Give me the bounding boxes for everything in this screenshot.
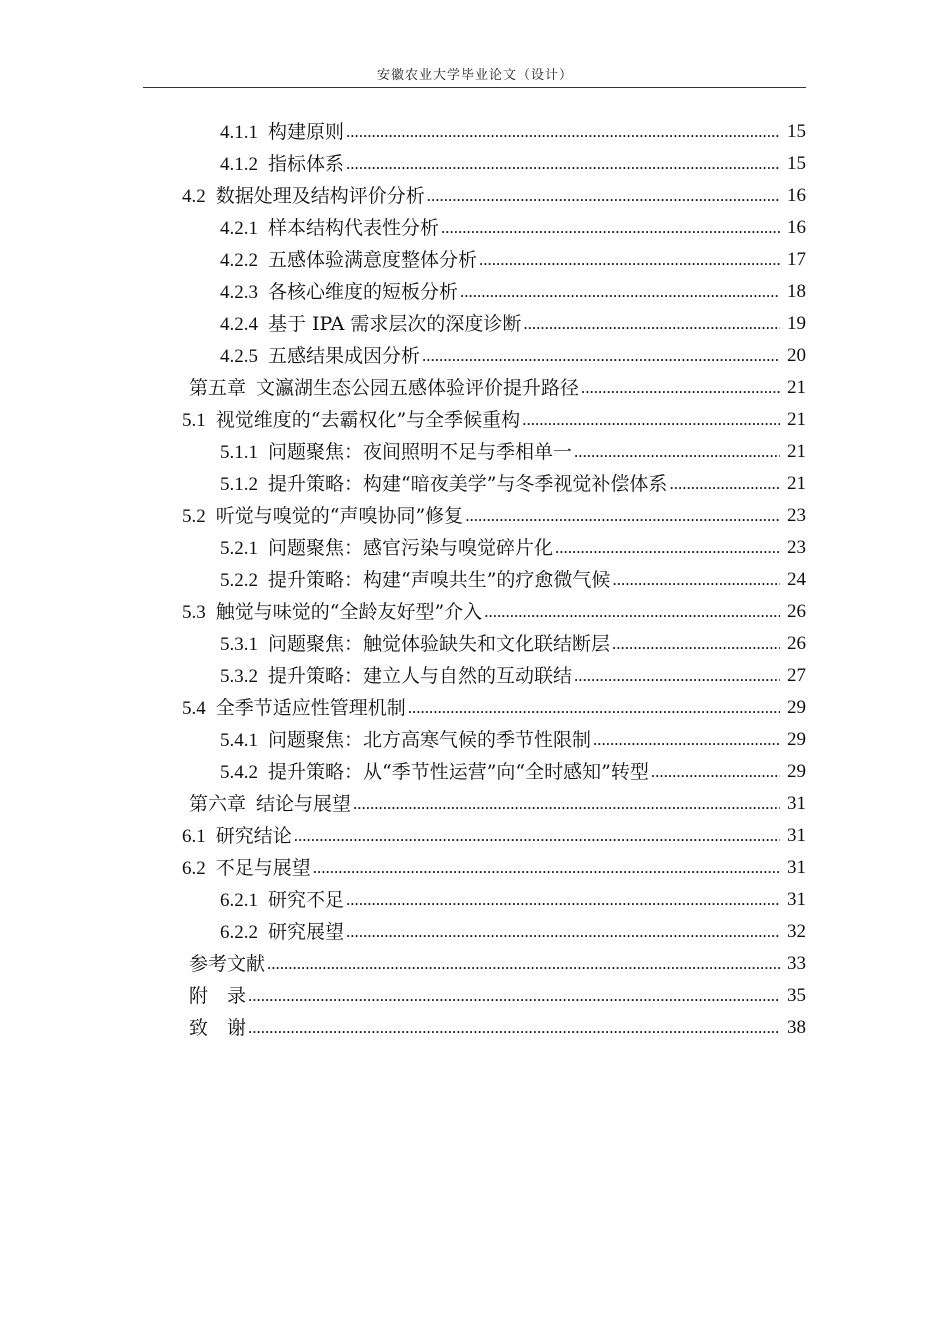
toc-entry-text (182, 404, 522, 437)
toc-entry[interactable] (220, 436, 806, 468)
toc-entry-title: 研究不足 (268, 888, 345, 911)
toc-entry[interactable] (220, 308, 806, 340)
toc-entry-number: 6.2.1 (220, 889, 258, 911)
toc-entry-page: 21 (787, 377, 806, 398)
toc-entry-number: 4.2.4 (220, 313, 258, 335)
toc-entry-page: 16 (787, 185, 806, 206)
toc-entry-page: 23 (787, 505, 806, 526)
toc-entry-title: 样本结构代表性分析 (268, 216, 440, 239)
toc-entry-text (220, 660, 574, 693)
toc-dot-leader (353, 788, 780, 820)
toc-entry-page: 15 (787, 121, 806, 142)
toc-entry[interactable] (182, 500, 806, 532)
toc-entry-page: 38 (787, 1017, 806, 1038)
toc-entry-page: 31 (787, 793, 806, 814)
toc-entry[interactable] (220, 244, 806, 276)
toc-entry-page: 15 (787, 153, 806, 174)
toc-entry-number: 第六章 (189, 793, 247, 815)
toc-entry-title: 五感体验满意度整体分析 (268, 248, 478, 271)
toc-entry-text (182, 692, 408, 725)
toc-dot-leader (441, 212, 780, 244)
toc-entry-text (220, 308, 523, 341)
toc-entry-text (182, 820, 294, 853)
toc-entry-page: 21 (787, 409, 806, 430)
toc-entry-title: 视觉维度的“去霸权化”与全季候重构 (215, 408, 521, 431)
toc-entry-page: 31 (787, 825, 806, 846)
toc-entry-page: 29 (787, 761, 806, 782)
toc-dot-leader (593, 724, 780, 756)
toc-entry-title: 研究展望 (268, 920, 345, 943)
toc-entry-page: 26 (787, 633, 806, 654)
toc-entry-page: 33 (787, 953, 806, 974)
toc-entry-text (220, 148, 346, 181)
toc-entry-page: 21 (787, 441, 806, 462)
toc-entry[interactable] (189, 980, 806, 1012)
toc-dot-leader (581, 372, 780, 404)
toc-entry-title: 问题聚焦：感官污染与嗅觉碎片化 (268, 536, 554, 559)
toc-dot-leader (346, 148, 780, 180)
toc-entry-title: 致 谢 (189, 1017, 247, 1039)
toc-entry-text (220, 884, 346, 917)
toc-entry[interactable] (182, 852, 806, 884)
toc-entry[interactable] (220, 340, 806, 372)
toc-entry-text (220, 436, 574, 469)
toc-entry-text (220, 756, 651, 789)
toc-entry-number: 4.2.3 (220, 281, 258, 303)
toc-dot-leader (651, 756, 780, 788)
toc-entry-title: 提升策略：建立人与自然的互动联结 (268, 664, 573, 687)
toc-entry-page: 31 (787, 889, 806, 910)
toc-entry-number: 5.2.2 (220, 569, 258, 591)
toc-entry-number: 4.2.5 (220, 345, 258, 367)
toc-entry-title: 数据处理及结构评价分析 (215, 184, 425, 207)
toc-entry-title: 提升策略：构建“暗夜美学”与冬季视觉补偿体系 (268, 472, 668, 495)
toc-entry-text (220, 468, 669, 501)
toc-entry[interactable] (220, 884, 806, 916)
toc-entry-page: 26 (787, 601, 806, 622)
toc-entry-number: 4.1.2 (220, 153, 258, 175)
toc-entry-number: 6.2.2 (220, 921, 258, 943)
toc-entry-number: 5.3 (182, 601, 206, 623)
toc-entry-text (220, 532, 555, 565)
toc-entry-title: 各核心维度的短板分析 (268, 280, 459, 303)
toc-entry[interactable] (220, 628, 806, 660)
toc-entry-text (220, 244, 479, 277)
toc-dot-leader (313, 852, 780, 884)
toc-entry[interactable] (220, 276, 806, 308)
toc-entry-number: 5.2.1 (220, 537, 258, 559)
toc-entry[interactable] (220, 468, 806, 500)
toc-entry[interactable] (182, 820, 806, 852)
toc-entry-number: 5.4.1 (220, 729, 258, 751)
toc-entry-page: 17 (787, 249, 806, 270)
page-header: 安徽农业大学毕业论文（设计） (376, 68, 573, 83)
toc-entry-title: 五感结果成因分析 (268, 344, 421, 367)
toc-entry-text (182, 852, 313, 885)
toc-dot-leader (267, 948, 780, 980)
toc-entry-text (189, 788, 353, 821)
toc-entry-title: 问题聚焦：北方高寒气候的季节性限制 (268, 728, 592, 751)
toc-entry-number: 5.1 (182, 409, 206, 431)
toc-entry-title: 附 录 (189, 985, 247, 1007)
toc-entry-text (220, 276, 460, 309)
toc-entry[interactable] (220, 116, 806, 148)
toc-entry-title: 问题聚焦：触觉体验缺失和文化联结断层 (268, 632, 611, 655)
toc-entry[interactable] (220, 916, 806, 948)
toc-entry-title: 全季节适应性管理机制 (215, 696, 406, 719)
toc-entry-number: 6.1 (182, 825, 206, 847)
toc-dot-leader (612, 628, 780, 660)
toc-entry[interactable] (182, 180, 806, 212)
toc-dot-leader (522, 404, 780, 436)
toc-entry-text (220, 116, 346, 149)
toc-entry-number: 4.2.2 (220, 249, 258, 271)
toc-entry-title: 指标体系 (268, 152, 345, 175)
toc-entry-title: 提升策略：从“季节性运营”向“全时感知”转型 (268, 760, 649, 783)
toc-entry-page: 29 (787, 697, 806, 718)
toc-entry[interactable] (182, 404, 806, 436)
toc-entry-title: 问题聚焦：夜间照明不足与季相单一 (268, 440, 573, 463)
toc-entry-page: 35 (787, 985, 806, 1006)
header-divider (143, 87, 806, 88)
toc-entry-page: 24 (787, 569, 806, 590)
toc-entry[interactable] (220, 756, 806, 788)
toc-entry-title: 构建原则 (268, 120, 345, 143)
toc-dot-leader (422, 340, 780, 372)
toc-dot-leader (555, 532, 780, 564)
toc-entry-text (220, 340, 422, 373)
toc-entry[interactable] (220, 148, 806, 180)
toc-entry-number: 5.2 (182, 505, 206, 527)
toc-dot-leader (408, 692, 780, 724)
toc-entry-page: 27 (787, 665, 806, 686)
toc-entry-text (189, 1012, 248, 1044)
toc-entry-text (189, 372, 581, 405)
toc-entry-page: 16 (787, 217, 806, 238)
toc-entry-title: 基于 IPA 需求层次的深度诊断 (268, 312, 522, 335)
toc-dot-leader (248, 980, 780, 1012)
toc-entry-page: 18 (787, 281, 806, 302)
toc-entry[interactable] (220, 212, 806, 244)
toc-dot-leader (346, 884, 780, 916)
toc-dot-leader (465, 500, 780, 532)
toc-entry-title: 研究结论 (215, 824, 292, 847)
toc-entry-number: 4.2.1 (220, 217, 258, 239)
toc-dot-leader (346, 116, 780, 148)
toc-entry[interactable] (220, 724, 806, 756)
toc-dot-leader (460, 276, 780, 308)
toc-dot-leader (523, 308, 780, 340)
toc-entry-number: 5.3.1 (220, 633, 258, 655)
toc-entry[interactable] (189, 372, 806, 404)
toc-entry-number: 第五章 (189, 377, 247, 399)
toc-entry-page: 23 (787, 537, 806, 558)
toc-dot-leader (612, 564, 780, 596)
toc-entry-number: 5.1.1 (220, 441, 258, 463)
toc-entry[interactable] (182, 596, 806, 628)
toc-dot-leader (294, 820, 780, 852)
toc-entry-title: 触觉与味觉的“全龄友好型”介入 (215, 600, 483, 623)
toc-entry-text (220, 564, 612, 597)
toc-entry-title: 结论与展望 (256, 792, 352, 815)
toc-entry-text (220, 212, 441, 245)
toc-entry-page: 20 (787, 345, 806, 366)
toc-entry-number: 4.1.1 (220, 121, 258, 143)
toc-entry-number: 5.4.2 (220, 761, 258, 783)
toc-dot-leader (248, 1012, 780, 1044)
toc-entry-text (189, 948, 267, 980)
toc-entry[interactable] (189, 1012, 806, 1044)
toc-dot-leader (669, 468, 780, 500)
toc-entry[interactable] (220, 660, 806, 692)
toc-entry-number: 6.2 (182, 857, 206, 879)
toc-entry[interactable] (189, 788, 806, 820)
toc-entry-number: 5.3.2 (220, 665, 258, 687)
toc-dot-leader (574, 660, 780, 692)
toc-entry-text (182, 596, 484, 629)
toc-entry-number: 5.1.2 (220, 473, 258, 495)
toc-dot-leader (479, 244, 780, 276)
toc-entry[interactable] (182, 692, 806, 724)
toc-entry-text (220, 916, 346, 949)
toc-entry-text (189, 980, 248, 1012)
toc-entry-page: 32 (787, 921, 806, 942)
toc-dot-leader (346, 916, 780, 948)
toc-entry-number: 5.4 (182, 697, 206, 719)
toc-entry-page: 21 (787, 473, 806, 494)
toc-entry-title: 文瀛湖生态公园五感体验评价提升路径 (256, 376, 580, 399)
toc-entry-text (182, 180, 427, 213)
toc-entry[interactable] (220, 564, 806, 596)
toc-entry-page: 31 (787, 857, 806, 878)
toc-entry-page: 19 (787, 313, 806, 334)
toc-dot-leader (427, 180, 780, 212)
toc-entry[interactable] (220, 532, 806, 564)
toc-entry-page: 29 (787, 729, 806, 750)
toc-entry[interactable] (189, 948, 806, 980)
toc-entry-text (182, 500, 465, 533)
toc-entry-text (220, 628, 612, 661)
toc-entry-number: 4.2 (182, 185, 206, 207)
toc-dot-leader (484, 596, 780, 628)
toc-entry-title: 参考文献 (189, 953, 266, 975)
toc-entry-text (220, 724, 593, 757)
toc-dot-leader (574, 436, 780, 468)
toc-entry-title: 听觉与嗅觉的“声嗅协同”修复 (215, 504, 464, 527)
toc-entry-title: 提升策略：构建“声嗅共生”的疗愈微气候 (268, 568, 611, 591)
toc-entry-title: 不足与展望 (215, 856, 311, 879)
